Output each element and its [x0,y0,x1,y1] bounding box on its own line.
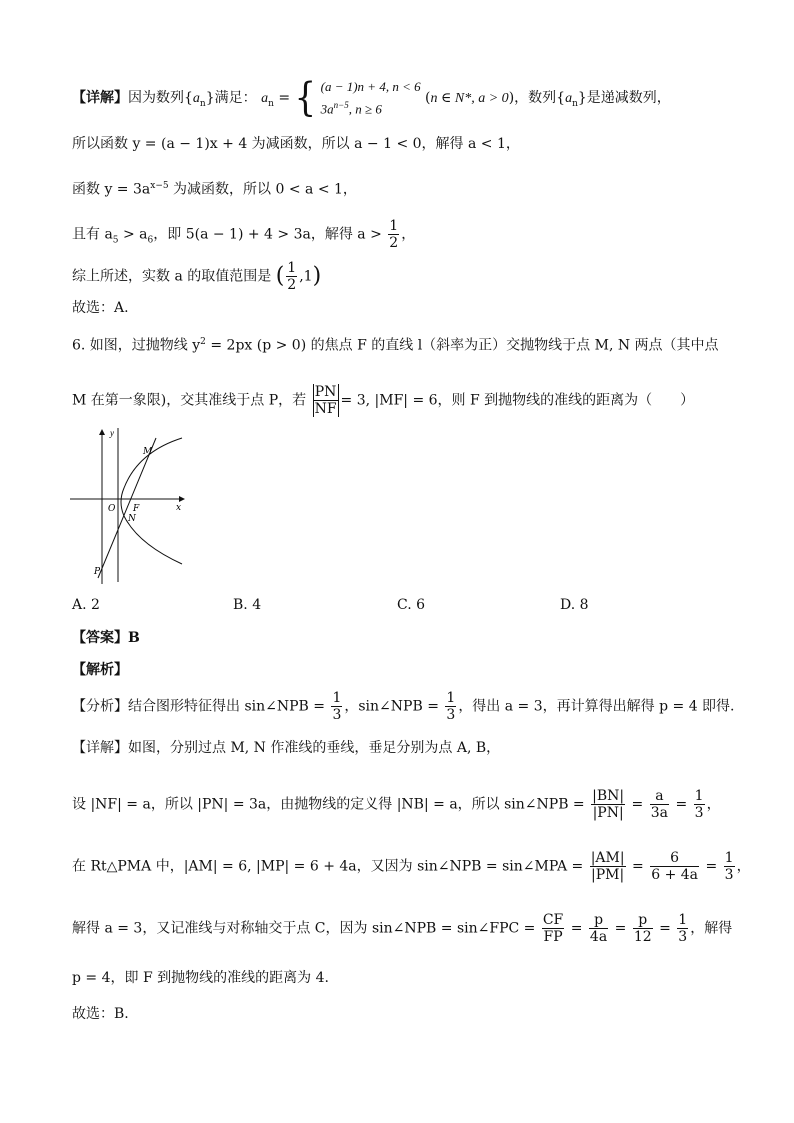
label-M: M [143,447,153,457]
choice-d: D. 8 [560,597,589,613]
question-6-line-1: 6. 如图，过抛物线 $y^2 = 2px$ (p > 0) 的焦点 F 的直线 l（斜率为正）交抛物线于点 M, N 两点（其中点 [72,337,719,354]
answer: 【答案】B [72,630,140,646]
choose-b: 故选：B. [72,1006,129,1022]
solution-line-2: 所以函数 y = (a − 1)x + 4 为减函数，所以 a − 1 < 0，解得 a < 1， [72,136,520,152]
brace: { [294,75,317,122]
piecewise: (a − 1)n + 4, n < 6 $3a^{n-5}$, n ≥ 6 [320,79,421,117]
analysis-line: 【分析】结合图形特征得出 sin∠NPB = $\frac{1}{3}$ ，sin∠NPB = $\frac{1}{3}$ ，得出 a = 3，再计算得出解得 p = 4 即得. [72,690,735,723]
question-6-line-2: M 在第一象限)，交其准线于点 P，若 $\frac{PN}{NF}$ = 3, |MF| = 6，则 F 到抛物线的准线的距离为（ ） [72,384,695,417]
detail-line-4: 解得 a = 3，又记准线与对称轴交于点 C，因为 sin∠NPB = sin∠FPC = $\frac{CF}{FP}$ = $\frac{p}{4a}$ = $\frac{p}{12}$ = $\frac{1}{3}$ ，解得 [72,912,733,945]
solution-line-1: 【详解】因为数列$\{a_n\}$满足： $a_n$ = { (a − 1)n + 4, n < 6 $3a^{n-5}$, n ≥ 6 (n ∈ N*, a > 0)，数列$\{a_n\}$是递减数列， [72,75,671,122]
solution-line-5: 综上所述，实数 a 的取值范围是 ( $\frac{1}{2}$ ,1) [72,260,322,293]
choice-a: A. 2 [72,597,100,613]
detail-heading: 【详解】 [72,90,128,107]
label-x: x [176,503,182,513]
label-N: N [128,514,136,524]
detail-line-2: 设 |NF| = a，所以 |PN| = 3a，由抛物线的定义得 |NB| = a，所以 sin∠NPB = $\frac{|BN|}{|PN|}$ = $\frac{a}{3a}$ = $\frac{1}{3}$ ， [72,788,721,821]
label-y: y [110,428,114,438]
line-l [98,438,156,578]
fraction: $\frac{1}{2}$ [389,218,399,251]
choose-a: 故选：A. [72,300,129,316]
choice-b: B. 4 [233,597,262,613]
detail-line-3: 在 Rt△PMA 中，|AM| = 6, |MP| = 6 + 4a，又因为 sin∠NPB = sin∠MPA = $\frac{|AM|}{|PM|}$ = $\frac{6}{6 + 4a}$ = $\frac{1}{3}$ ， [72,850,751,883]
detail-line-1: 【详解】如图，分别过点 M, N 作准线的垂线，垂足分别为点 A, B， [72,740,501,756]
label-F: F [133,504,140,514]
analysis-heading: 【解析】 [72,662,128,678]
parabola-figure [68,426,198,586]
choice-c: C. 6 [397,597,426,613]
detail-line-5: p = 4，即 F 到抛物线的准线的距离为 4. [72,970,329,986]
solution-line-3: 函数 $y = 3a^{x-5}$ 为减函数，所以 0 < a < 1， [72,181,357,198]
label-O: O [108,504,116,514]
label-P: P [94,567,101,577]
solution-line-4: 且有 $a_5 > a_6$，即 5(a − 1) + 4 > 3a，解得 a > $\frac{1}{2}$ ， [72,218,416,251]
